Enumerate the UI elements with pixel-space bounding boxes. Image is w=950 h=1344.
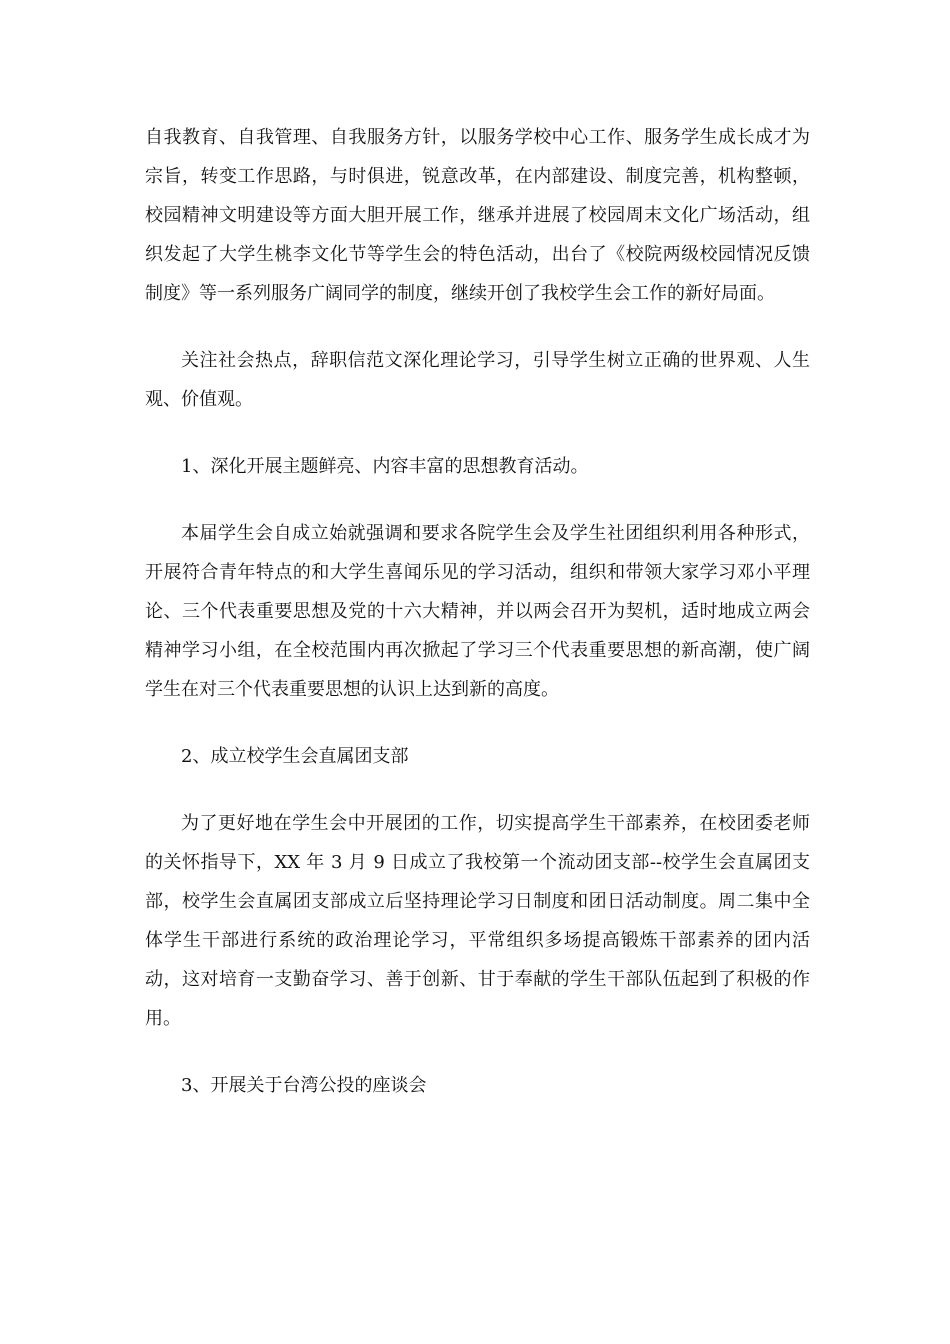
paragraph-league-branch: 为了更好地在学生会中开展团的工作，切实提高学生干部素养，在校团委老师的关怀指导下，XX 年 3 月 9 日成立了我校第一个流动团支部--校学生会直属团支部，校学生会直属团支部成立后坚持理论学习日制度和团日活动制度。周二集中全体学生干部进行系统的政治理论学习，平常组织多场提高锻炼干部素养的团内活动，这对培育一支勤奋学习、善于创新、甘于奉献的学生干部队伍起到了积极的作用。 (145, 813, 810, 1029)
paragraph-study-activities: 本届学生会自成立始就强调和要求各院学生会及学生社团组织利用各种形式，开展符合青年特点的和大学生喜闻乐见的学习活动，组织和带领大家学习邓小平理论、三个代表重要思想及党的十六大精神，并以两会召开为契机，适时地成立两会精神学习小组，在全校范围内再次掀起了学习三个代表重要思想的新高潮，使广阔学生在对三个代表重要思想的认识上达到新的高度。 (145, 523, 810, 700)
section-heading-2: 2、成立校学生会直属团支部 (181, 746, 409, 767)
section-heading-1: 1、深化开展主题鲜亮、内容丰富的思想教育活动。 (181, 456, 589, 477)
paragraph-intro: 自我教育、自我管理、自我服务方针，以服务学校中心工作、服务学生成长成才为宗旨，转变工作思路，与时俱进，锐意改革，在内部建设、制度完善，机构整顿，校园精神文明建设等方面大胆开展工作，继承并进展了校园周末文化广场活动，组织发起了大学生桃李文化节等学生会的特色活动，出台了《校院两级校园情况反馈制度》等一系列服务广阔同学的制度，继续开创了我校学生会工作的新好局面。 (145, 127, 810, 304)
section-heading-3: 3、开展关于台湾公投的座谈会 (181, 1075, 427, 1096)
paragraph-social-focus: 关注社会热点，辞职信范文深化理论学习，引导学生树立正确的世界观、人生观、价值观。 (145, 350, 810, 410)
document-body (145, 118, 810, 1105)
